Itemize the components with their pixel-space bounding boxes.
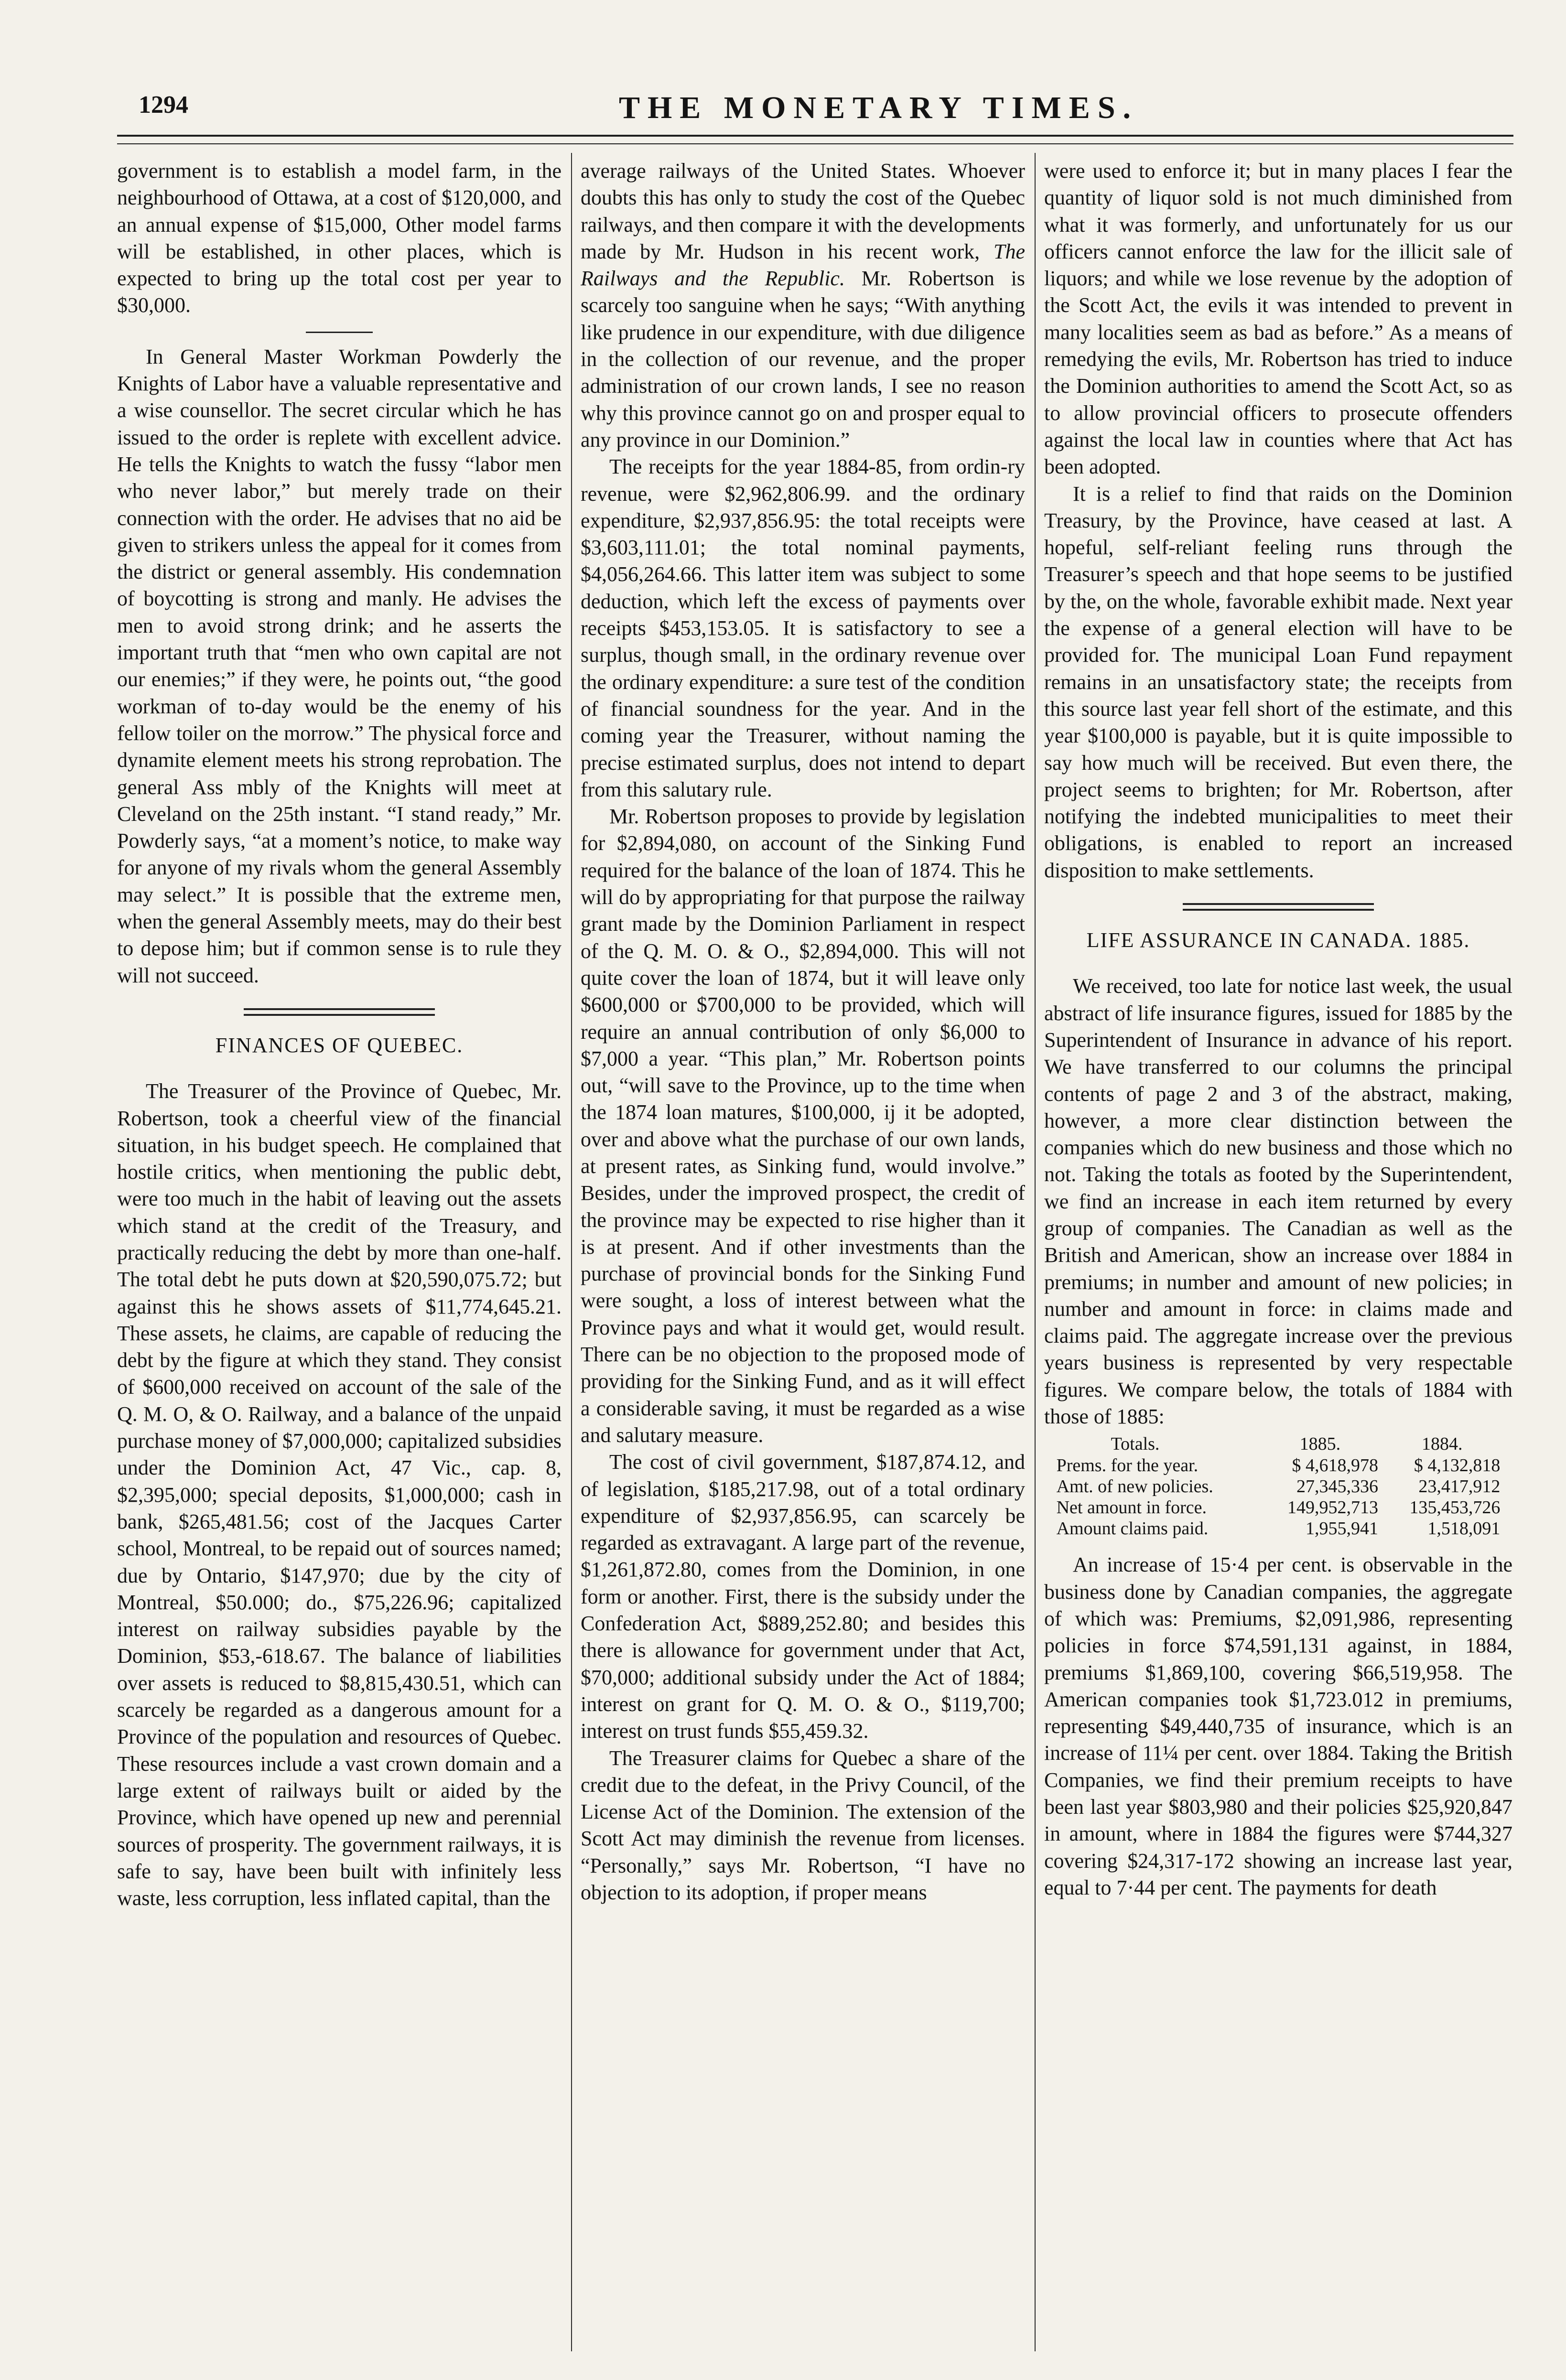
header-rule-thin: [117, 143, 1513, 144]
table-cell: $ 4,618,978: [1292, 1455, 1379, 1476]
article-heading: FINANCES OF QUEBEC.: [215, 1033, 464, 1057]
table-cell: Amt. of new policies.: [1056, 1476, 1213, 1497]
table-cell: Net amount in force.: [1056, 1497, 1207, 1518]
table-cell: 27,345,336: [1296, 1476, 1379, 1497]
header-rule: [117, 135, 1513, 137]
paragraph: government is to establish a model farm, in the neighbourhood of Ottawa, at a cost of $120,000, and an annual expense of $15,000, Other model farms will be established, in other places, which is expected to bring up the total cost per year to $30,000.: [117, 159, 562, 317]
masthead-title: THE MONETARY TIMES.: [618, 90, 1139, 125]
section-double-rule: [1183, 903, 1374, 911]
paragraph: The Treasurer of the Province of Quebec, Mr. Robertson, took a cheerful view of the financial situation, in his budget speech. He complained that hostile critics, when mentioning the public debt, were too much in the habit of leaving out the assets which stand at the credit of the Treasury, and practically reducing the debt by more than one-half. The total debt he puts down at $20,590,075.72; but against this he shows assets of $11,774,645.21. These assets, he claims, are capable of reducing the debt by the figure at which they stand. They consist of $600,000 received on account of the sale of the Q. M. O, & O. Railway, and a balance of the unpaid purchase money of $7,000,000; capitalized subsidies under the Dominion Act, 47 Vic., cap. 8, $2,395,000; special deposits, $1,000,000; cash in bank, $265,481.56; cost of the Jacques Carter school, Montreal, to be repaid out of sources named; due by Ontario, $147,970; due by the city of Montreal, $50.000; do., $75,226.96; capitalized interest on railway subsidies payable by the Dominion, $53,-618.67. The balance of liabilities over assets is reduced to $8,815,430.51, which can scarcely be regarded as a dangerous amount for a Province of the population and resources of Quebec. These resources include a vast crown domain and a large extent of railways built or aided by the Province, which have opened up new and perennial sources of prosperity. The government railways, it is safe to say, have been built with infinitely less waste, less corruption, less inflated capital, than the: [117, 1079, 562, 1910]
table-cell: Prems. for the year.: [1056, 1455, 1199, 1476]
paragraph: were used to enforce it; but in many places I fear the quantity of liquor sold is not much diminished from what it was formerly, and unfortunately for us our officers cannot enforce the law for the illicit sale of liquors; and while we lose revenue by the adoption of the Scott Act, the evils it was intended to prevent in many localities seem as bad as before.” As a means of remedying the evils, Mr. Robertson has tried to induce the Dominion authorities to amend the Scott Act, so as to allow provincial officers to prosecute offenders against the local law in counties where that Act has been adopted.: [1044, 159, 1512, 479]
article-heading: LIFE ASSURANCE IN CANADA. 1885.: [1086, 928, 1470, 952]
table-cell: 1,955,941: [1306, 1518, 1379, 1539]
column-1: [117, 158, 562, 2351]
table-row: [1054, 1455, 1503, 1476]
column-3: [1044, 158, 1512, 2351]
table-header: 1885.: [1299, 1434, 1341, 1454]
column-divider: [571, 153, 572, 2351]
column-2: [581, 158, 1025, 2351]
table-cell: Amount claims paid.: [1056, 1518, 1209, 1539]
paragraph: Mr. Robertson proposes to provide by legislation for $2,894,080, on account of the Sinking Fund required for the balance of the loan of 1874. This he will do by appropriating for that purpose the railway grant made by the Dominion Parliament in respect of the Q. M. O. & O., $2,894,000. This will not quite cover the loan of 1874, but it will leave only $600,000 or $700,000 to be provided, which will require an annual contribution of only $6,000 to $7,000 a year. “This plan,” Mr. Robertson points out, “will save to the Province, up to the time when the 1874 loan matures, $100,000, ij it be adopted, over and above what the purchase of our own lands, at present rates, as Sinking fund, would involve.” Besides, under the improved prospect, the credit of the province may be expected to rise higher than it is at present. And if other investments than the purchase of provincial bonds for the Sinking Fund were sought, a loss of interest between what the Province pays and what it would get, would result. There can be no objection to the proposed mode of providing for the Sinking Fund, and as it will effect a considerable saving, it must be regarded as a wise and salutary measure.: [581, 805, 1025, 1447]
page-number: 1294: [139, 91, 188, 118]
table-cell: 1,518,091: [1427, 1518, 1501, 1539]
totals-table: [1054, 1433, 1503, 1539]
text-span: average railways of the United States. Whoever doubts this has only to study the cost of the Quebec railways, and then compare it with the developments made by Mr. Hudson in his recent work,: [581, 159, 1025, 263]
table-header: 1884.: [1421, 1434, 1463, 1454]
paragraph: [581, 158, 1025, 453]
table-row: [1054, 1476, 1503, 1497]
paragraph: An increase of 15·4 per cent. is observable in the business done by Canadian companies, the aggregate of which was: Premiums, $2,091,986, representing policies in force $74,591,131 against, in 1884, premiums $1,869,100, covering $66,519,958. The American companies took $1,723.012 in premiums, representing $49,440,735 of insurance, which is an increase of 11¼ per cent. over 1884. Taking the British Companies, we find their premium receipts to have been last year $803,980 and their policies $25,920,847 in amount, where in 1884 the figures were $744,327 covering $24,317-172 showing an increase last year, equal to 7·44 per cent. The payments for death: [1044, 1553, 1512, 1899]
table-row: [1054, 1497, 1503, 1518]
paragraph: The Treasurer claims for Quebec a share of the credit due to the defeat, in the Privy Council, of the License Act of the Dominion. The extension of the Scott Act may diminish the revenue from licenses. “Personally,” says Mr. Robertson, “I have no objection to its adoption, if proper means: [581, 1746, 1025, 1904]
table-cell: 23,417,912: [1418, 1476, 1501, 1497]
paragraph: The receipts for the year 1884-85, from ordin-ry revenue, were $2,962,806.99. and the ordinary expenditure, $2,937,856.95: the total receipts were $3,603,111.01; the total nominal payments, $4,056,264.66. This latter item was subject to some deduction, which left the excess of payments over receipts $453,153.05. It is satisfactory to see a surplus, though small, in the ordinary revenue over the ordinary expenditure: a sure test of the condition of financial soundness for the year. And in the coming year the Treasurer, without naming the precise estimated surplus, does not intend to depart from this salutary rule.: [581, 455, 1025, 801]
table-row: [1054, 1518, 1503, 1539]
column-divider: [1035, 153, 1036, 2351]
book-title: The Railways and the Republic.: [581, 239, 1025, 291]
section-double-rule: [244, 1008, 435, 1016]
table-header: Totals.: [1111, 1434, 1160, 1454]
table-cell: $ 4,132,818: [1414, 1455, 1501, 1476]
paragraph: We received, too late for notice last week, the usual abstract of life insurance figures, issued for 1885 by the Superintendent of Insurance in advance of his report. We have transferred to our columns the principal contents of page 2 and 3 of the abstract, making, however, a more clear distinction between the companies which do new business and those which no not. Taking the totals as footed by the Superintendent, we find an increase in each item returned by every group of companies. The Canadian as well as the British and American, show an increase over 1884 in premiums; in number and amount of new policies; in number and amount in force: in claims made and claims paid. The aggregate increase over the previous years business is represented by very respectable figures. We compare below, the totals of 1884 with those of 1885:: [1044, 974, 1512, 1429]
paragraph: The cost of civil government, $187,874.12, and of legislation, $185,217.98, out of a total ordinary expenditure of $2,937,856.95, can scarcely be regarded as extravagant. A large part of the revenue, $1,261,872.80, comes from the Dominion, in one form or another. First, there is the subsidy under the Confederation Act, $889,252.80; and besides this there is allowance for government under that Act, $70,000; additional subsidy under the Act of 1884; interest on grant for Q. M. O. & O., $119,700; interest on trust funds $55,459.32.: [581, 1450, 1025, 1743]
paragraph: It is a relief to find that raids on the Dominion Treasury, by the Province, have ceased at last. A hopeful, self-reliant feeling runs through the Treasurer’s speech and that hope seems to be justified by the, on the whole, favorable exhibit made. Next year the expense of a general election will have to be provided for. The municipal Loan Fund repayment remains in an unsatisfactory state; the receipts from this source last year fell short of the estimate, and this year $100,000 is payable, but it is quite impossible to say how much will be received. But even there, the project seems to brighten; for Mr. Robertson, after notifying the indebted municipalities to meet their obligations, is enabled to report an increased disposition to make settlements.: [1044, 482, 1512, 882]
section-rule: [306, 332, 373, 333]
table-header-row: [1054, 1433, 1503, 1455]
paragraph: In General Master Workman Powderly the Knights of Labor have a valuable representative and a wise counsellor. The secret circular which he has issued to the order is replete with excellent advice. He tells the Knights to watch the fussy “labor men who never labor,” but merely trade on their connection with the order. He advises that no aid be given to strikers unless the appeal for it comes from the district or general assembly. His condemnation of boycotting is strong and manly. He advises the men to avoid strong drink; and he asserts the important truth that “men who own capital are not our enemies;” if they were, he points out, “the good workman of to-day would be the enemy of his fellow toiler on the morrow.” The physical force and dynamite element meets his strong reprobation. The general Ass mbly of the Knights will meet at Cleveland on the 25th instant. “I stand ready,” Mr. Powderly says, “at a moment’s notice, to make way for anyone of my rivals whom the general Assembly may select.” It is possible that the extreme men, when the general Assembly meets, may do their best to depose him; but if common sense is to rule they will not succeed.: [117, 345, 562, 987]
table-cell: 149,952,713: [1287, 1497, 1379, 1518]
text-span: Mr. Robertson is scarcely too sanguine when he says; “With anything like prudence in our expenditure, with due diligence in the collection of our revenue, and the proper administration of our crown lands, I see no reason why this province cannot go on and prosper equal to any province in our Dominion.”: [581, 267, 1025, 452]
table-cell: 135,453,726: [1409, 1497, 1501, 1518]
